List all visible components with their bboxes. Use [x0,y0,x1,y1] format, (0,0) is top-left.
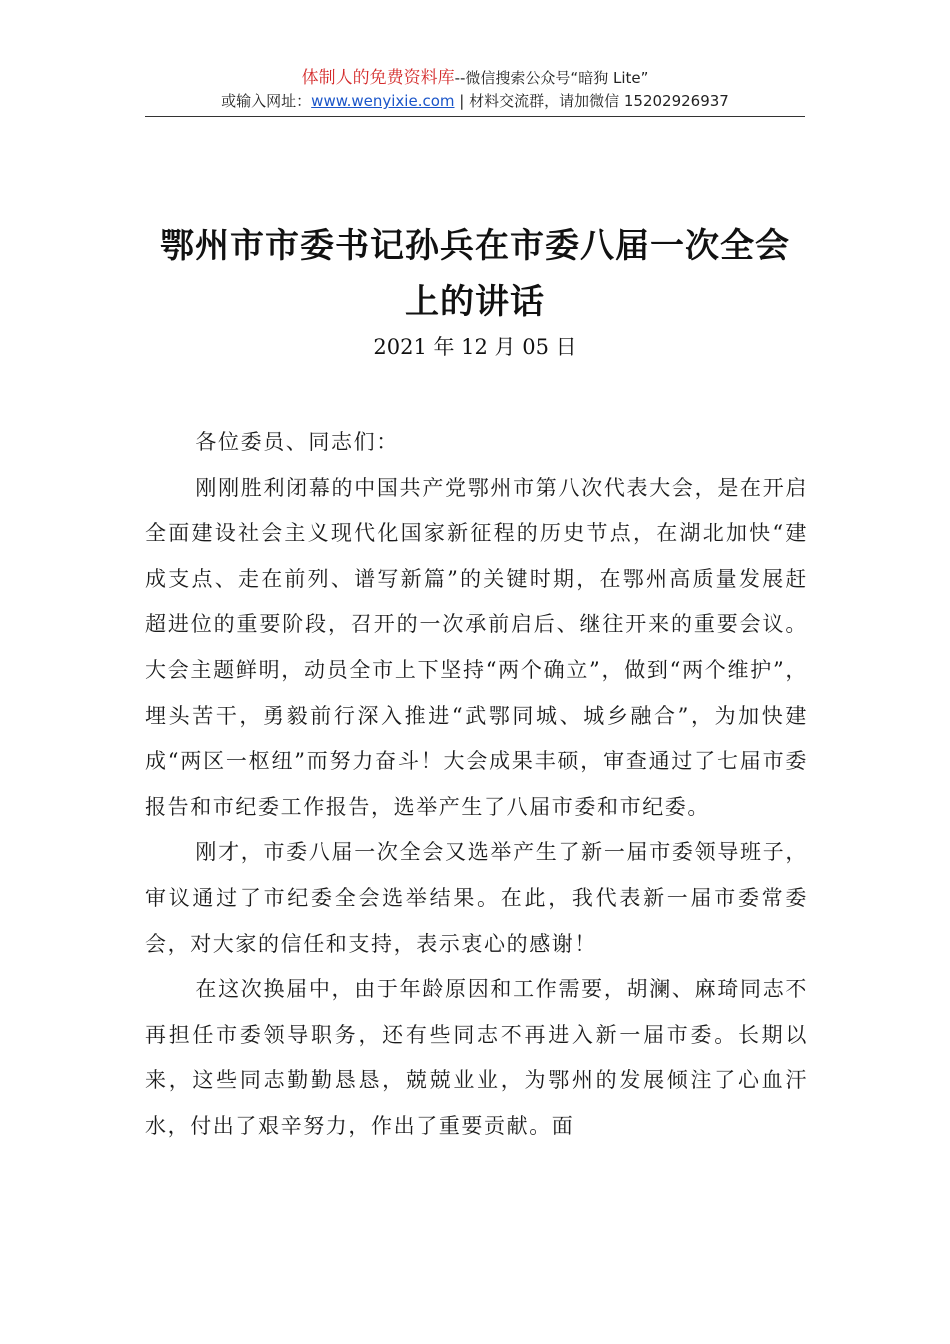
wechat-search-text: --微信搜索公众号“暗狗 Lite” [454,69,649,87]
website-link[interactable]: www.wenyixie.com [311,92,455,110]
header-separator: | [454,92,470,110]
header-brand-line [145,66,805,90]
paragraph: 刚刚胜利闭幕的中国共产党鄂州市第八次代表大会，是在开启全面建设社会主义现代化国家新征程的历史节点，在湖北加快“建成支点、走在前列、谱写新篇”的关键时期，在鄂州高质量发展赶超进位的重要阶段，召开的一次承前启后、继往开来的重要会议。大会主题鲜明，动员全市上下坚持“两个确立”，做到“两个维护”，埋头苦干，勇毅前行深入推进“武鄂同城、城乡融合”，为加快建成“两区一枢纽”而努力奋斗！大会成果丰硕，审查通过了七届市委报告和市纪委工作报告，选举产生了八届市委和市纪委。 [145,475,808,819]
url-prefix: 或输入网址： [221,92,312,110]
page-header [145,66,805,112]
paragraph: 在这次换届中，由于年龄原因和工作需要，胡澜、麻琦同志不再担任市委领导职务，还有些同志不再进入新一届市委。长期以来，这些同志勤勤恳恳，兢兢业业，为鄂州的发展倾注了心血汗水，付出了艰辛努力，作出了重要贡献。面 [145,977,808,1138]
brand-name: 体制人的免费资料库 [301,68,455,88]
document-body [145,420,808,1150]
document-date: 2021 年 12 月 05 日 [373,335,577,359]
document-title: 鄂州市市委书记孙兵在市委八届一次全会上的讲话 [160,226,790,322]
header-url-line [145,90,805,112]
salutation: 各位委员、同志们： [195,430,399,454]
header-divider [145,116,805,117]
paragraph: 刚才，市委八届一次全会又选举产生了新一届市委领导班子，审议通过了市纪委全会选举结果。在此，我代表新一届市委常委会，对大家的信任和支持，表示衷心的感谢！ [145,840,808,956]
contact-text: 材料交流群，请加微信 15202926937 [469,92,729,110]
